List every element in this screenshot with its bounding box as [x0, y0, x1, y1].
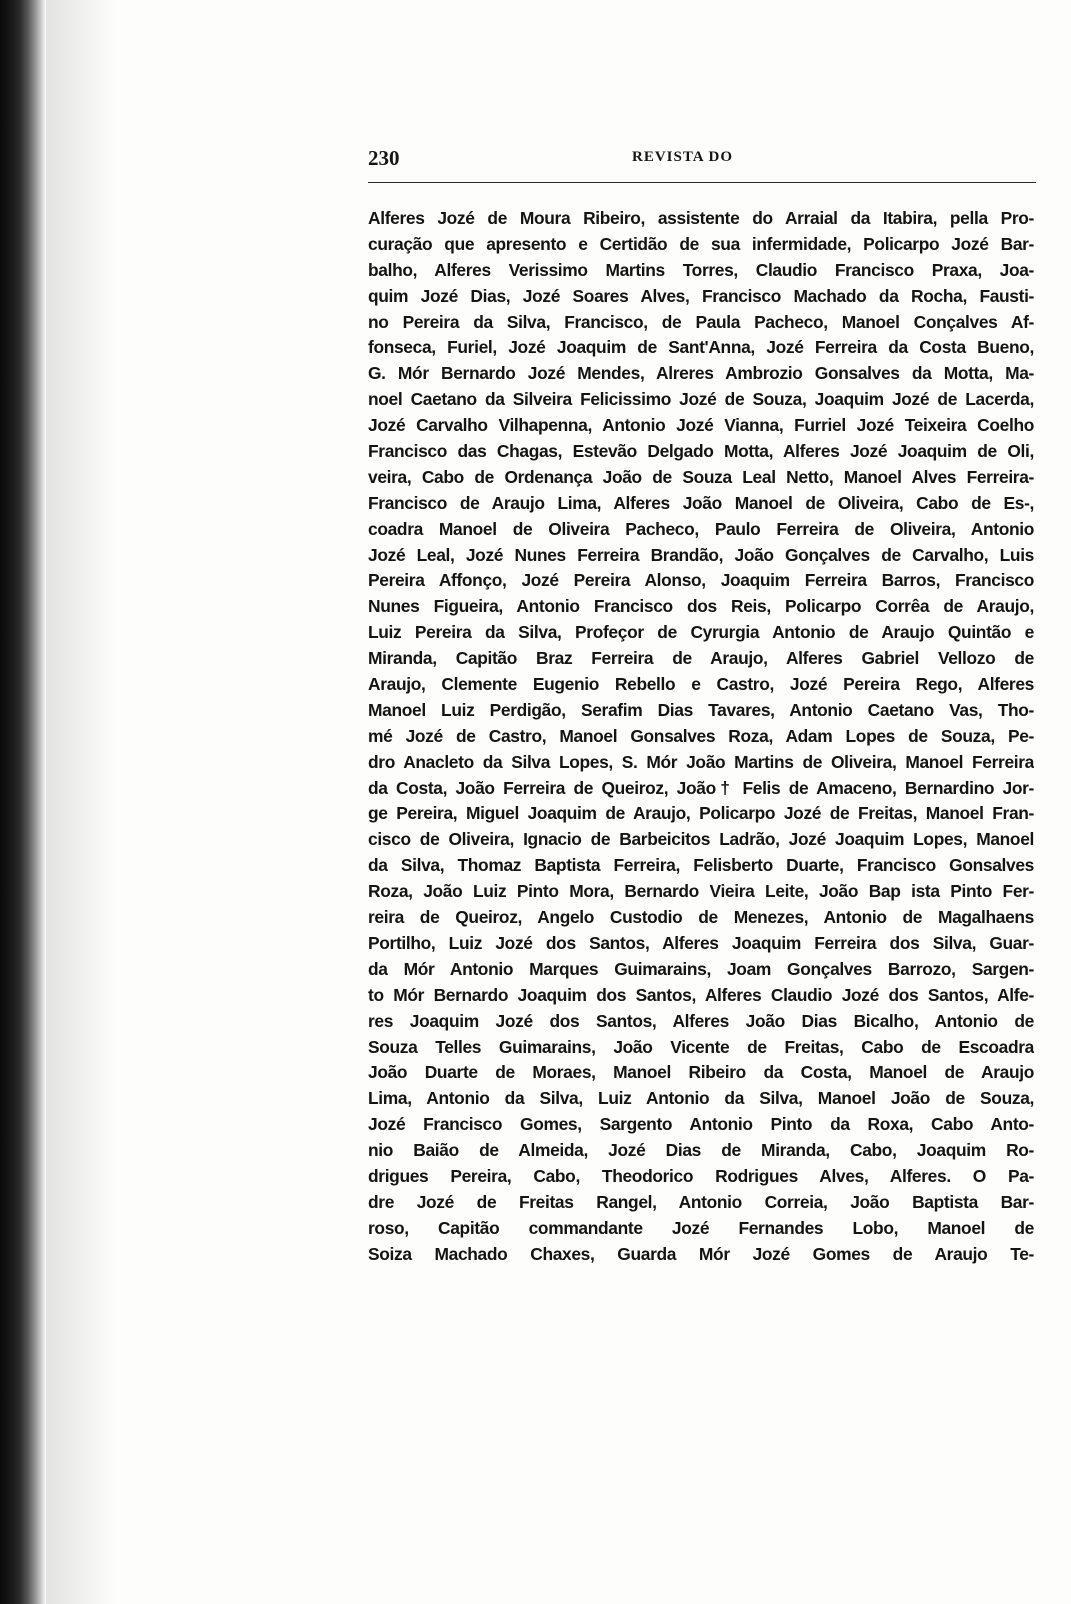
page-number: 230 — [368, 146, 400, 170]
text-line: quim Jozé Dias, Jozé Soares Alves, Francisco Machado da Rocha, Fausti- — [368, 285, 1034, 306]
text-line: Roza, João Luiz Pinto Mora, Bernardo Vieira Leite, João Bap ista Pinto Fer- — [368, 881, 1034, 902]
text-line: Jozé Leal, Jozé Nunes Ferreira Brandão, João Gonçalves de Carvalho, Luis — [368, 544, 1034, 565]
text-line: balho, Alferes Verissimo Martins Torres, Claudio Francisco Praxa, Joa- — [368, 259, 1034, 280]
text-line: drigues Pereira, Cabo, Theodorico Rodrigues Alves, Alferes. O Pa- — [368, 1165, 1034, 1186]
text-line: veira, Cabo de Ordenança João de Souza Leal Netto, Manoel Alves Ferreira- — [368, 466, 1034, 487]
text-line: G. Mór Bernardo Jozé Mendes, Alreres Ambrozio Gonsalves da Motta, Ma- — [368, 363, 1034, 384]
text-line: da Costa, João Ferreira de Queiroz, João† Felis de Amaceno, Bernardino Jor- — [368, 777, 1034, 798]
text-line: Nunes Figueira, Antonio Francisco dos Reis, Policarpo Corrêa de Araujo, — [368, 596, 1034, 617]
text-line: nio Baião de Almeida, Jozé Dias de Miranda, Cabo, Joaquim Ro- — [368, 1140, 1034, 1161]
text-line: João Duarte de Moraes, Manoel Ribeiro da Costa, Manoel de Araujo — [368, 1062, 1034, 1083]
text-line: Pereira Affonço, Jozé Pereira Alonso, Joaquim Ferreira Barros, Francisco — [368, 570, 1034, 591]
text-line: Soiza Machado Chaxes, Guarda Mór Jozé Gomes de Araujo Te- — [368, 1243, 1034, 1264]
journal-title: REVISTA DO — [632, 149, 733, 165]
text-line: Jozé Carvalho Vilhapenna, Antonio Jozé Vianna, Furriel Jozé Teixeira Coelho — [368, 415, 1034, 436]
text-line: curação que apresento e Certidão de sua infermidade, Policarpo Jozé Bar- — [368, 233, 1034, 254]
text-line: ge Pereira, Miguel Joaquim de Araujo, Policarpo Jozé de Freitas, Manoel Fran- — [368, 803, 1034, 824]
text-line: da Mór Antonio Marques Guimarains, Joam Gonçalves Barrozo, Sargen- — [368, 958, 1034, 979]
binding-shadow — [46, 0, 116, 1604]
text-line: Alferes Jozé de Moura Ribeiro, assistente do Arraial da Itabira, pella Pro- — [368, 208, 1034, 228]
running-head — [368, 146, 1038, 176]
header-rule — [368, 182, 1036, 183]
text-line: dro Anacleto da Silva Lopes, S. Mór João Martins de Oliveira, Manoel Ferreira — [368, 751, 1034, 772]
text-line: res Joaquim Jozé dos Santos, Alferes João Dias Bicalho, Antonio de — [368, 1010, 1034, 1031]
text-line: fonseca, Furiel, Jozé Joaquim de Sant'Anna, Jozé Ferreira da Costa Bueno, — [368, 337, 1034, 358]
text-line: Miranda, Capitão Braz Ferreira de Araujo, Alferes Gabriel Vellozo de — [368, 648, 1034, 669]
text-line: Francisco de Araujo Lima, Alferes João Manoel de Oliveira, Cabo de Es-, — [368, 492, 1034, 513]
text-line: Manoel Luiz Perdigão, Serafim Dias Tavares, Antonio Caetano Vas, Tho- — [368, 699, 1034, 720]
text-line: Portilho, Luiz Jozé dos Santos, Alferes Joaquim Ferreira dos Silva, Guar- — [368, 932, 1034, 953]
text-line: Araujo, Clemente Eugenio Rebello e Castro, Jozé Pereira Rego, Alferes — [368, 674, 1034, 695]
text-line: da Silva, Thomaz Baptista Ferreira, Felisberto Duarte, Francisco Gonsalves — [368, 855, 1034, 876]
text-line: dre Jozé de Freitas Rangel, Antonio Correia, João Baptista Bar- — [368, 1191, 1034, 1212]
text-line: Souza Telles Guimarains, João Vicente de Freitas, Cabo de Escoadra — [368, 1036, 1034, 1057]
text-line: Jozé Francisco Gomes, Sargento Antonio Pinto da Roxa, Cabo Anto- — [368, 1114, 1034, 1135]
text-line: Francisco das Chagas, Estevão Delgado Motta, Alferes Jozé Joaquim de Oli, — [368, 441, 1034, 462]
text-line: reira de Queiroz, Angelo Custodio de Menezes, Antonio de Magalhaens — [368, 907, 1034, 928]
text-line: no Pereira da Silva, Francisco, de Paula Pacheco, Manoel Conçalves Af- — [368, 311, 1034, 332]
body-text — [368, 206, 1034, 1268]
text-line: noel Caetano da Silveira Felicissimo Jozé de Souza, Joaquim Jozé de Lacerda, — [368, 389, 1034, 410]
text-line: to Mór Bernardo Joaquim dos Santos, Alferes Claudio Jozé dos Santos, Alfe- — [368, 984, 1034, 1005]
text-line: cisco de Oliveira, Ignacio de Barbeicitos Ladrão, Jozé Joaquim Lopes, Manoel — [368, 829, 1034, 850]
text-line: mé Jozé de Castro, Manoel Gonsalves Roza, Adam Lopes de Souza, Pe- — [368, 725, 1034, 746]
text-line: coadra Manoel de Oliveira Pacheco, Paulo Ferreira de Oliveira, Antonio — [368, 518, 1034, 539]
text-line: Luiz Pereira da Silva, Profeçor de Cyrurgia Antonio de Araujo Quintão e — [368, 622, 1034, 643]
text-line: roso, Capitão commandante Jozé Fernandes Lobo, Manoel de — [368, 1217, 1034, 1238]
text-line: Lima, Antonio da Silva, Luiz Antonio da Silva, Manoel João de Souza, — [368, 1088, 1034, 1109]
book-binding-edge — [0, 0, 46, 1604]
